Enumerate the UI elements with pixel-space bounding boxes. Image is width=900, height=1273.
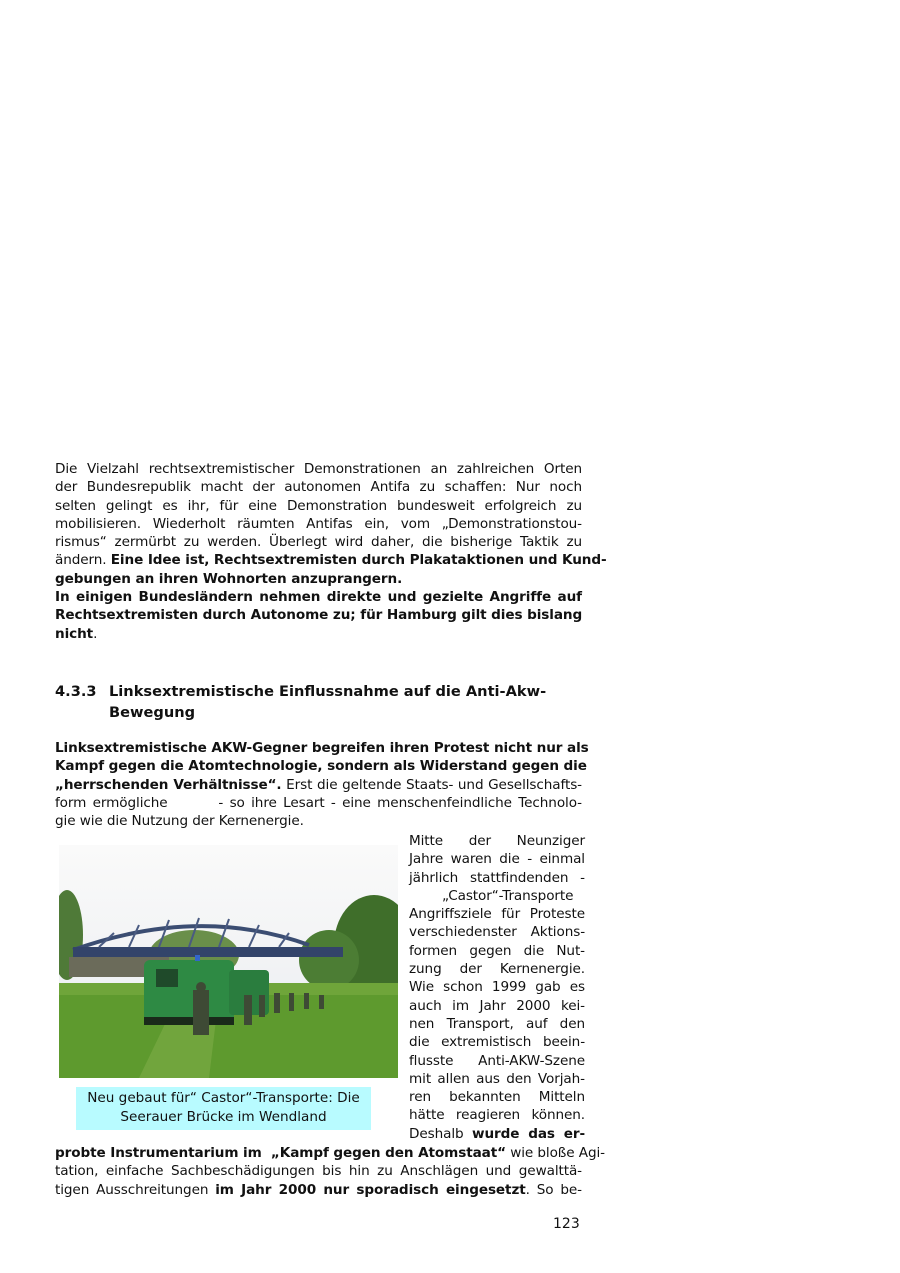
text-line (55, 776, 582, 794)
text-line (55, 625, 582, 643)
text-line (55, 588, 582, 606)
bold-text: nicht (55, 625, 94, 642)
text-line: formen gegen die Nut- (409, 942, 585, 959)
text-line (55, 757, 587, 775)
bold-text: Linksextremistische AKW-Gegner begreifen ihren Protest nicht nur als (55, 740, 589, 756)
text-line: die extremistisch beein- (409, 1034, 585, 1051)
paragraph-antifa (55, 460, 607, 643)
figure-caption (76, 1087, 371, 1130)
text-line: mit allen aus den Vorjah- (409, 1070, 585, 1087)
bold-text: Kampf gegen die Atomtechnologie, sondern als Widerstand gegen die (55, 758, 587, 775)
bridge-police-photo (59, 845, 398, 1078)
paragraph-akw (55, 739, 589, 830)
text-line: gie wie die Nutzung der Kernenergie. (55, 813, 304, 830)
bold-text: In einigen Bundesländern nehmen direkte und gezielte Angriffe auf (55, 589, 582, 606)
text-line: jährlich stattfindenden - (409, 869, 585, 886)
text-line: Die Vielzahl rechtsextremistischer Demonstrationen an zahlreichen Orten (55, 461, 582, 477)
text-line (409, 1125, 585, 1143)
caption-line: Seerauer Brücke im Wendland (120, 1108, 327, 1125)
text-span: Deshalb (409, 1125, 472, 1142)
bold-text: Eine Idee ist, Rechtsextremisten durch Plakataktionen und Kund- (110, 552, 607, 569)
bold-text: gebungen an ihren Wohnorten anzuprangern. (55, 570, 403, 587)
bold-text: im Jahr 2000 nur sporadisch eingesetzt (215, 1181, 526, 1198)
bold-text: probte Instrumentarium im „Kampf gegen den Atomstaat“ (55, 1145, 506, 1161)
text-line: rismus“ zermürbt zu werden. Überlegt wird daher, die bisherige Taktik zu (55, 534, 582, 551)
section-number: 4.3.3 (55, 683, 97, 700)
text-line: Angriffsziele für Proteste (409, 906, 585, 923)
text-line (55, 570, 582, 588)
text-line: auch im Jahr 2000 kei- (409, 997, 585, 1014)
text-line: nen Transport, auf den (409, 1015, 585, 1032)
text-line: form ermögliche - so ihre Lesart - eine menschenfeindliche Technolo- (55, 794, 582, 811)
figure-photo (59, 845, 398, 1078)
text-line: flusste Anti-AKW-Szene (409, 1052, 585, 1069)
text-span: ändern. (55, 552, 111, 569)
text-span: . So be- (525, 1181, 582, 1198)
text-line: der Bundesrepublik macht der autonomen Antifa zu schaffen: Nur noch (55, 479, 582, 496)
text-line: „Castor“-Transporte (442, 887, 574, 904)
text-span: Erst die geltende Staats- und Gesellschafts- (281, 776, 582, 793)
bold-text: Rechtsextremisten durch Autonome zu; für Hamburg gilt dies bislang (55, 607, 583, 624)
page-number: 123 (553, 1216, 580, 1232)
text-line: selten gelingt es ihr, für eine Demonstration bundesweit erfolgreich zu (55, 497, 582, 514)
text-line: ren bekannten Mitteln (409, 1089, 585, 1106)
side-column-text (409, 832, 585, 1143)
text-line: zung der Kernenergie. (409, 961, 585, 978)
text-line: Wie schon 1999 gab es (409, 979, 585, 996)
text-line: mobilisieren. Wiederholt räumten Antifas ein, vom „Demonstrationstou- (55, 515, 582, 532)
text-line: hätte reagieren können. (409, 1107, 585, 1124)
text-span: . (93, 625, 98, 642)
text-line (55, 1144, 605, 1162)
text-span: tigen Ausschreitungen (55, 1181, 216, 1198)
caption-line: Neu gebaut für“ Castor“-Transporte: Die (87, 1090, 360, 1106)
text-span: wie bloße Agi- (505, 1145, 605, 1161)
bold-text: wurde das er- (471, 1125, 585, 1142)
text-line: Mitte der Neunziger (409, 833, 585, 849)
paragraph-instrumentarium (55, 1144, 605, 1199)
section-title: Linksextremistische Einflussnahme auf die Anti-Akw-Bewegung (109, 683, 547, 721)
text-line: verschiedenster Aktions- (409, 924, 585, 941)
text-line: tation, einfache Sachbeschädigungen bis hin zu Anschlägen und gewalttä- (55, 1163, 582, 1180)
text-line (55, 551, 607, 569)
text-line (55, 1181, 582, 1199)
bold-text: „herrschenden Verhältnisse“. (55, 776, 282, 793)
text-line (55, 739, 589, 757)
text-line: Jahre waren die - einmal (409, 851, 585, 868)
text-line (55, 606, 582, 624)
